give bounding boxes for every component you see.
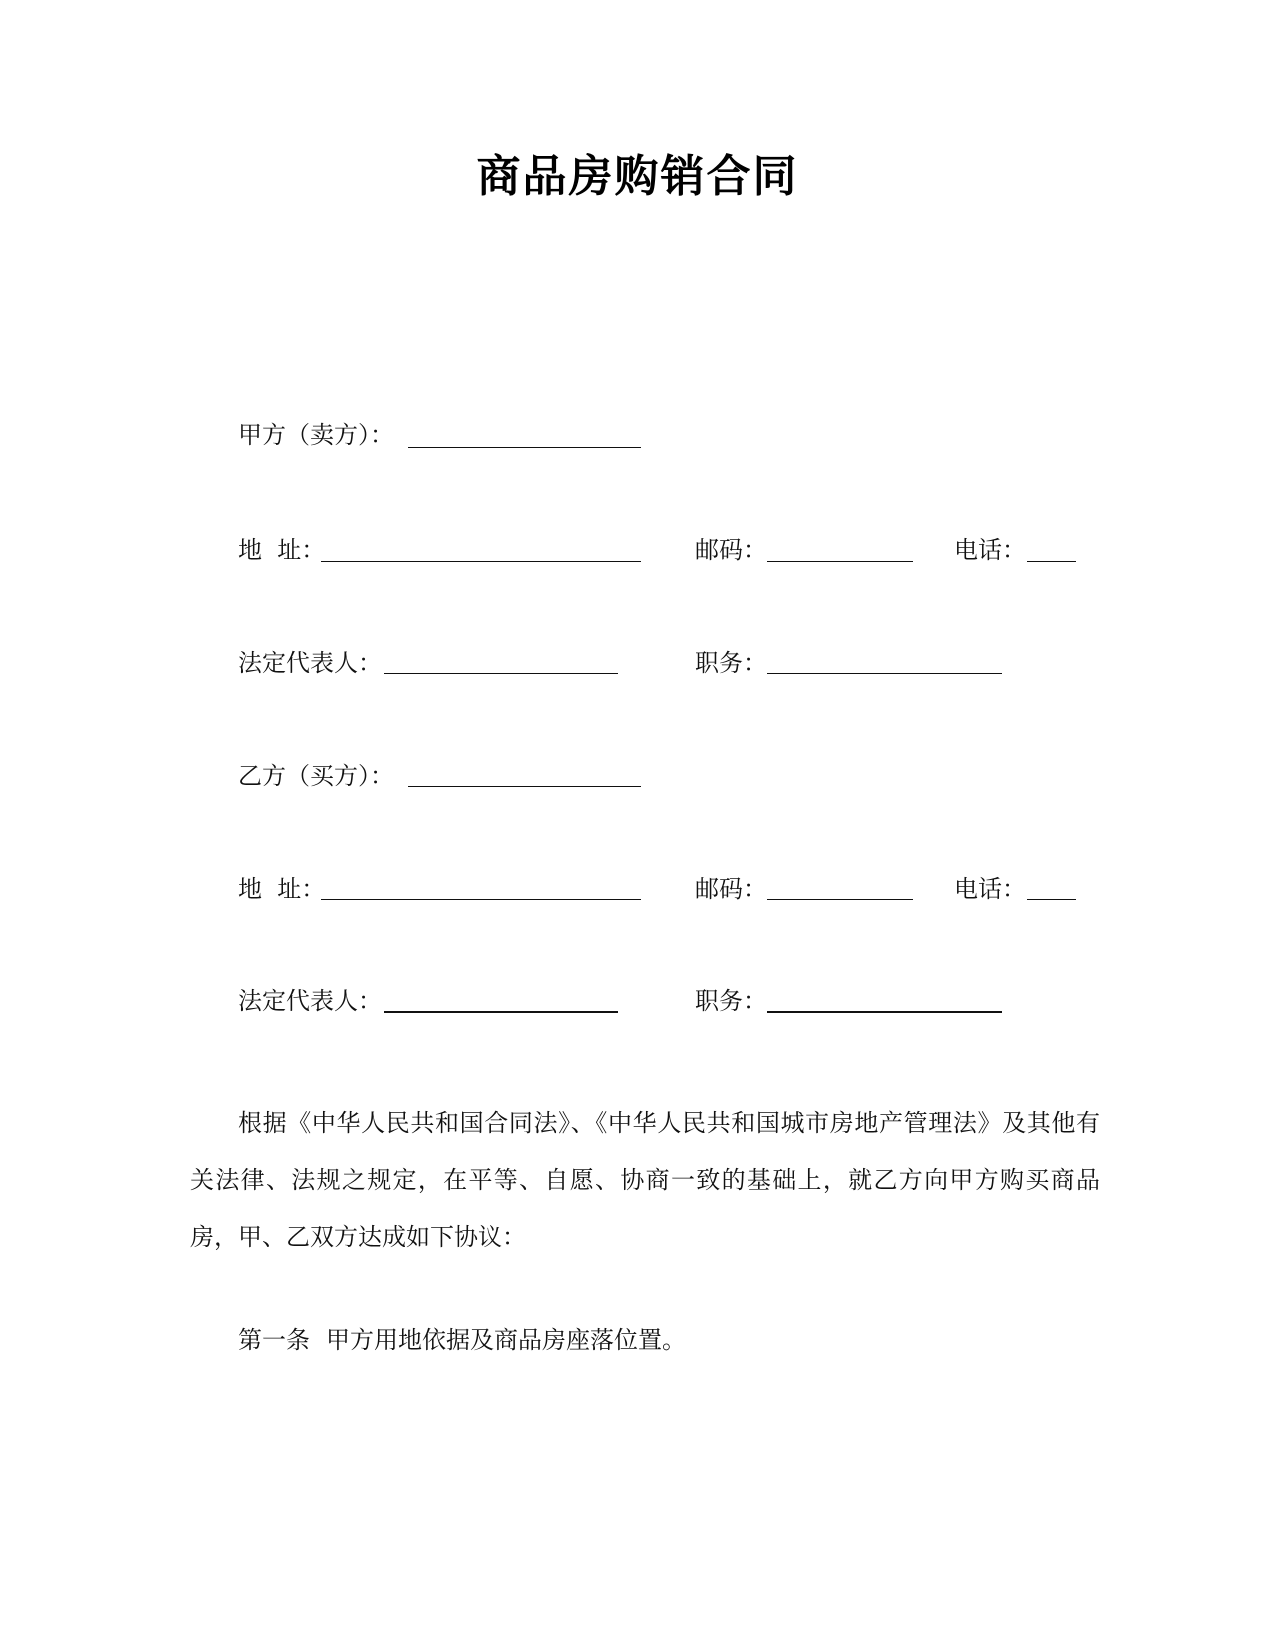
party-a-rep-label: 法定代表人： [238, 649, 382, 677]
party-a-position-label: 职务： [695, 649, 767, 677]
party-a-postcode-label: 邮码： [695, 536, 767, 564]
party-a-phone-blank[interactable] [1027, 561, 1076, 562]
party-b-name-label: 乙方（买方）： [238, 762, 394, 790]
party-b-position-label: 职务： [695, 987, 767, 1015]
party-b-position-blank[interactable] [767, 1011, 1002, 1013]
article-1-text: 甲方用地依据及商品房座落位置。 [326, 1326, 686, 1354]
party-b-postcode-label: 邮码： [695, 875, 767, 903]
document-title: 商品房购销合同 [476, 151, 799, 202]
party-a-name-blank[interactable] [408, 447, 641, 448]
preamble-paragraph: 根据《中华人民共和国合同法》、《中华人民共和国城市房地产管理法》及其他有关法律、法规之规定，在平等、自愿、协商一致的基础上，就乙方向甲方购买商品房，甲、乙双方达成如下协议： [190, 1109, 1100, 1251]
party-a-address-blank[interactable] [321, 561, 641, 562]
party-a-postcode-blank[interactable] [767, 561, 913, 562]
party-a-position-blank[interactable] [767, 673, 1002, 674]
party-a-rep-blank[interactable] [384, 673, 618, 674]
party-b-postcode-blank[interactable] [767, 899, 913, 900]
party-b-rep-label: 法定代表人： [238, 987, 382, 1015]
party-a-address-label: 地 址： [238, 536, 326, 564]
party-b-rep-blank[interactable] [384, 1011, 618, 1013]
party-a-phone-label: 电话： [954, 536, 1026, 564]
party-b-phone-label: 电话： [954, 875, 1026, 903]
party-b-address-blank[interactable] [321, 899, 641, 900]
article-1-number: 第一条 [238, 1326, 310, 1354]
party-b-phone-blank[interactable] [1027, 899, 1076, 900]
article-1 [238, 1325, 686, 1355]
party-b-address-label: 地 址： [238, 875, 326, 903]
party-b-name-blank[interactable] [408, 786, 641, 787]
party-a-name-label: 甲方（卖方）： [238, 421, 394, 449]
